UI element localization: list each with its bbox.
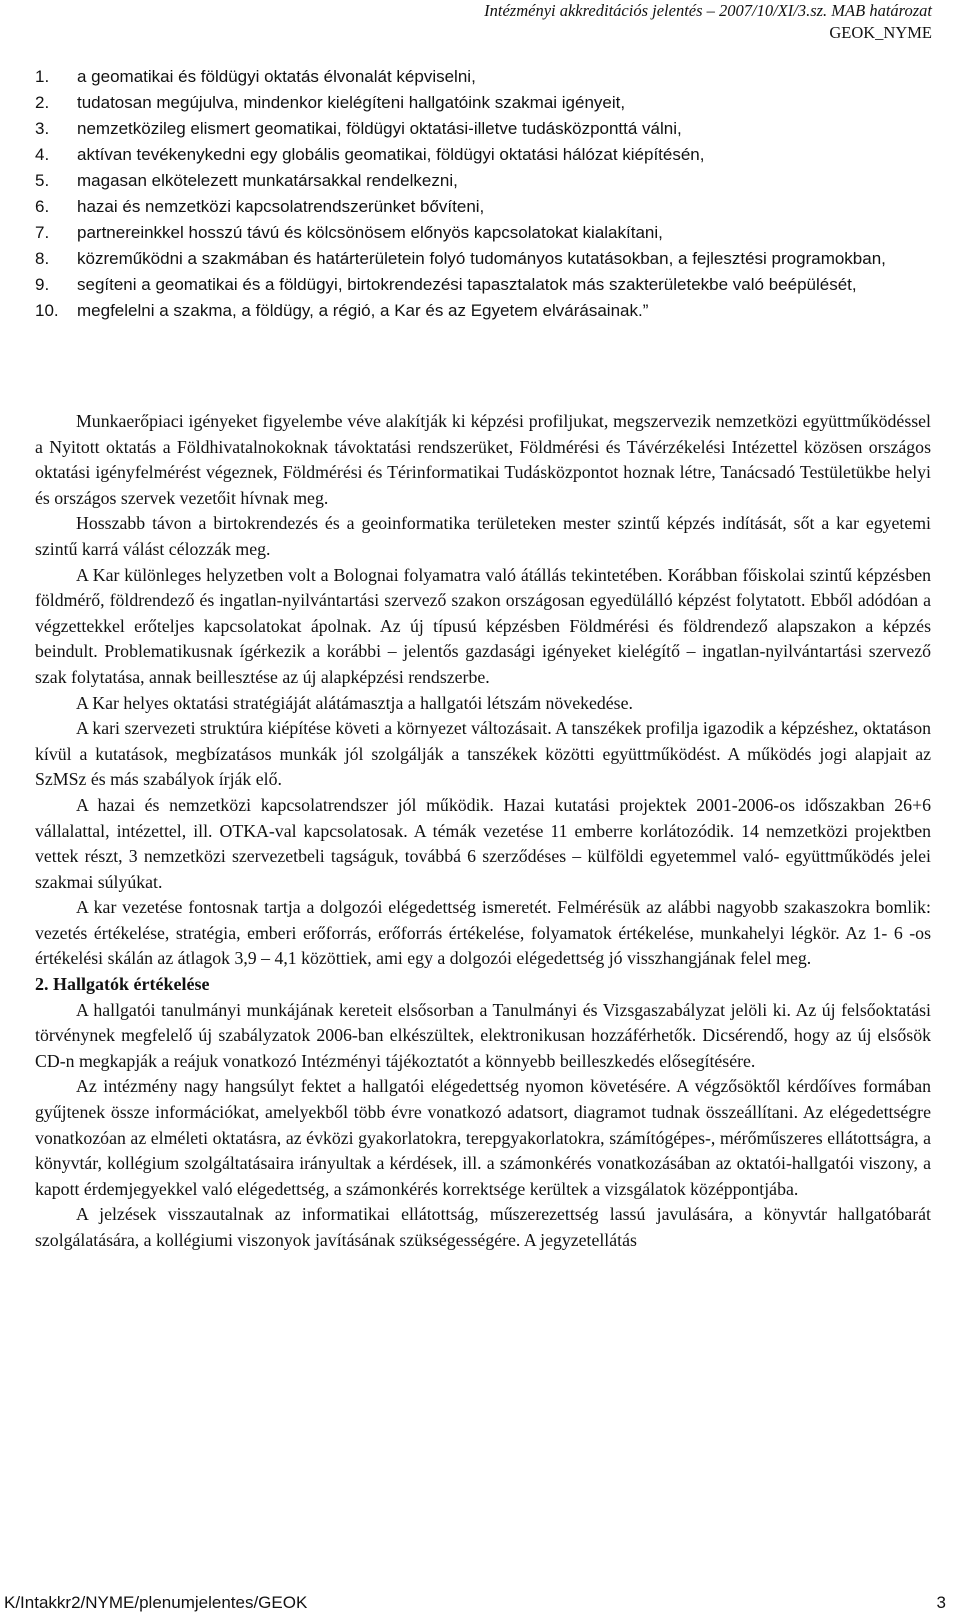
list-number: 5.	[35, 171, 50, 190]
page-footer	[4, 1593, 946, 1613]
list-number: 7.	[35, 223, 50, 242]
list-number: 9.	[35, 275, 50, 294]
paragraph: Munkaerőpiaci igényeket figyelembe véve alakítják ki képzési profiljukat, megszervezik nemzetközi együttműködéssel a Nyitott oktatás a Földhivatalnokoknak távoktatási rendszerüket, Földmérési és Távérzékelési Intézettel közösen országos oktatási igényfelmérést végeznek, Földmérési és Térinformatikai Tudásközpontot hoznak létre, Tanácsadó Testületükbe helyi és országos szervek vezetőit hívnak meg.	[35, 411, 931, 508]
list-item	[0, 142, 960, 168]
list-number: 4.	[35, 145, 50, 164]
list-text: segíteni a geomatikai és a földügyi, birtokrendezési tapasztalatok más szakterületekbe való beépülését,	[77, 275, 857, 294]
page-header	[484, 0, 932, 44]
paragraph: A Kar helyes oktatási stratégiáját alátámasztja a hallgatói létszám növekedése.	[76, 692, 633, 713]
institution-code: GEOK_NYME	[829, 23, 932, 42]
paragraph: A kar vezetése fontosnak tartja a dolgozói elégedettség ismeretét. Felmérésük az alábbi nagyobb szakaszokra bomlik: vezetés értékelése, stratégia, emberi erőforrás, erőforrás értékelése, folyamatok értékelése, munkahelyi légkör. Az 1- 6 -os értékelési skálán az átlagok 3,9 – 4,1 közöttiek, ami egy a dolgozói elégedettség jó visszhangjának felel meg.	[35, 897, 931, 969]
list-number: 3.	[35, 119, 50, 138]
file-path: K/Intakkr2/NYME/plenumjelentes/GEOK	[4, 1593, 308, 1612]
list-text: hazai és nemzetközi kapcsolatrendszerünket bővíteni,	[77, 197, 485, 216]
list-item	[0, 298, 960, 324]
list-text: aktívan tevékenykedni egy globális geomatikai, földügyi oktatási hálózat kiépítésén,	[77, 145, 705, 164]
list-item	[0, 90, 960, 116]
list-item	[0, 246, 960, 272]
list-text: magasan elkötelezett munkatársakkal rendelkezni,	[77, 171, 458, 190]
list-number: 10.	[35, 301, 59, 320]
list-number: 2.	[35, 93, 50, 112]
paragraph: A hallgatói tanulmányi munkájának kereteit elsősorban a Tanulmányi és Vizsgaszabályzat jelöli ki. Az új felsőoktatási törvénynek megfelelő új szabályzatok 2006-ban elkészültek, elektronikusan hozzáférhetők. Dicsérendő, hogy az új elsősök CD-n megkapják a reájuk vonatkozó Intézményi tájékoztatót a könnyebb beilleszkedés elősegítésére.	[35, 999, 931, 1071]
list-text: közreműködni a szakmában és határterületein folyó tudományos kutatásokban, a fejlesztési programokban,	[77, 249, 886, 268]
list-item	[0, 194, 960, 220]
paragraph: A jelzések visszautalnak az informatikai ellátottság, műszerezettség lassú javulására, a könyvtár hallgatóbarát szolgálatására, a kollégiumi viszonyok javításának szükségességére. A jegyzetellátás	[35, 1204, 931, 1250]
list-text: a geomatikai és földügyi oktatás élvonalát képviselni,	[77, 67, 476, 86]
list-text: megfelelni a szakma, a földügy, a régió, a Kar és az Egyetem elvárásainak.”	[77, 301, 649, 320]
document-body	[35, 400, 931, 1254]
list-text: tudatosan megújulva, mindenkor kielégíteni hallgatóink szakmai igényeit,	[77, 93, 626, 112]
paragraph: A Kar különleges helyzetben volt a Bolognai folyamatra való átállás tekintetében. Korábban főiskolai szintű képzésben földmérő, földrendező és ingatlan-nyilvántartási szervező szakon országosan egyedülálló képzést folytatott. Ebből adódóan a végzettekkel erőteljes kapcsolatokat ápolnak. Az új típusú képzésben Földmérési és földrendező alapszakon a képzés beindult. Problematikusnak ígérkezik a korábbi – jelentős gazdasági igényeket kielégítő – ingatlan-nyilvántartási szervező szak folytatása, annak beillesztése az új alapképzési rendszerbe.	[35, 564, 931, 687]
list-item	[0, 64, 960, 90]
paragraph: Hosszabb távon a birtokrendezés és a geoinformatika területeken mester szintű képzés indítását, sőt a kar egyetemi szintű karrá válást célozzák meg.	[35, 513, 931, 559]
list-item	[0, 168, 960, 194]
list-text: partnereinkkel hosszú távú és kölcsönösem előnyös kapcsolatokat kialakítani,	[77, 223, 663, 242]
list-number: 8.	[35, 249, 50, 268]
list-text: nemzetközileg elismert geomatikai, földügyi oktatási-illetve tudásközponttá válni,	[77, 119, 682, 138]
paragraph: A kari szervezeti struktúra kiépítése követi a környezet változásait. A tanszékek profilja igazodik a képzéshez, oktatáson kívül a kutatások, megbízatásos munkák jól szolgálják a tanszékek közötti együttműködést. A működés jogi alapjait az SzMSz és más szabályok írják elő.	[35, 718, 931, 790]
report-title: Intézményi akkreditációs jelentés – 2007/10/XI/3.sz. MAB határozat	[484, 1, 932, 20]
list-item	[0, 116, 960, 142]
list-item	[0, 272, 960, 298]
section-heading: 2. Hallgatók értékelése	[35, 974, 210, 995]
list-number: 1.	[35, 67, 50, 86]
paragraph: A hazai és nemzetközi kapcsolatrendszer jól működik. Hazai kutatási projektek 2001-2006-os időszakban 26+6 vállalattal, intézettel, ill. OTKA-val kapcsolatosak. A témák vezetése 11 emberre korlátozódik. 14 nemzetközi projektben vettek részt, 3 nemzetközi szervezetbeli tagságuk, továbbá 6 szerződéses – külföldi egyetemmel való- együttműködés jelei szakmai súlyúkat.	[35, 794, 931, 892]
page-number: 3	[936, 1593, 946, 1612]
goals-list	[0, 64, 960, 324]
paragraph: Az intézmény nagy hangsúlyt fektet a hallgatói elégedettség nyomon követésére. A végzősöktől kérdőíves formában gyűjtenek össze információkat, amelyekből több évre vonatkozó adatsort, diagramot tudnak összeállítani. Az elégedettségre vonatkozóan az elméleti oktatásra, az évközi gyakorlatokra, terepgyakorlatokra, számítógépes-, mérőműszeres ellátottságra, a könyvtár, kollégium szolgáltatásaira irányultak a kérdések, ill. a számonkérés vonatkozásában az oktatói-hallgatói viszony, a kapott érdemjegyekkel való elégedettség, a számonkérés korrektsége kerültek a vizsgálatok középpontjába.	[35, 1076, 931, 1199]
list-item	[0, 220, 960, 246]
list-number: 6.	[35, 197, 50, 216]
